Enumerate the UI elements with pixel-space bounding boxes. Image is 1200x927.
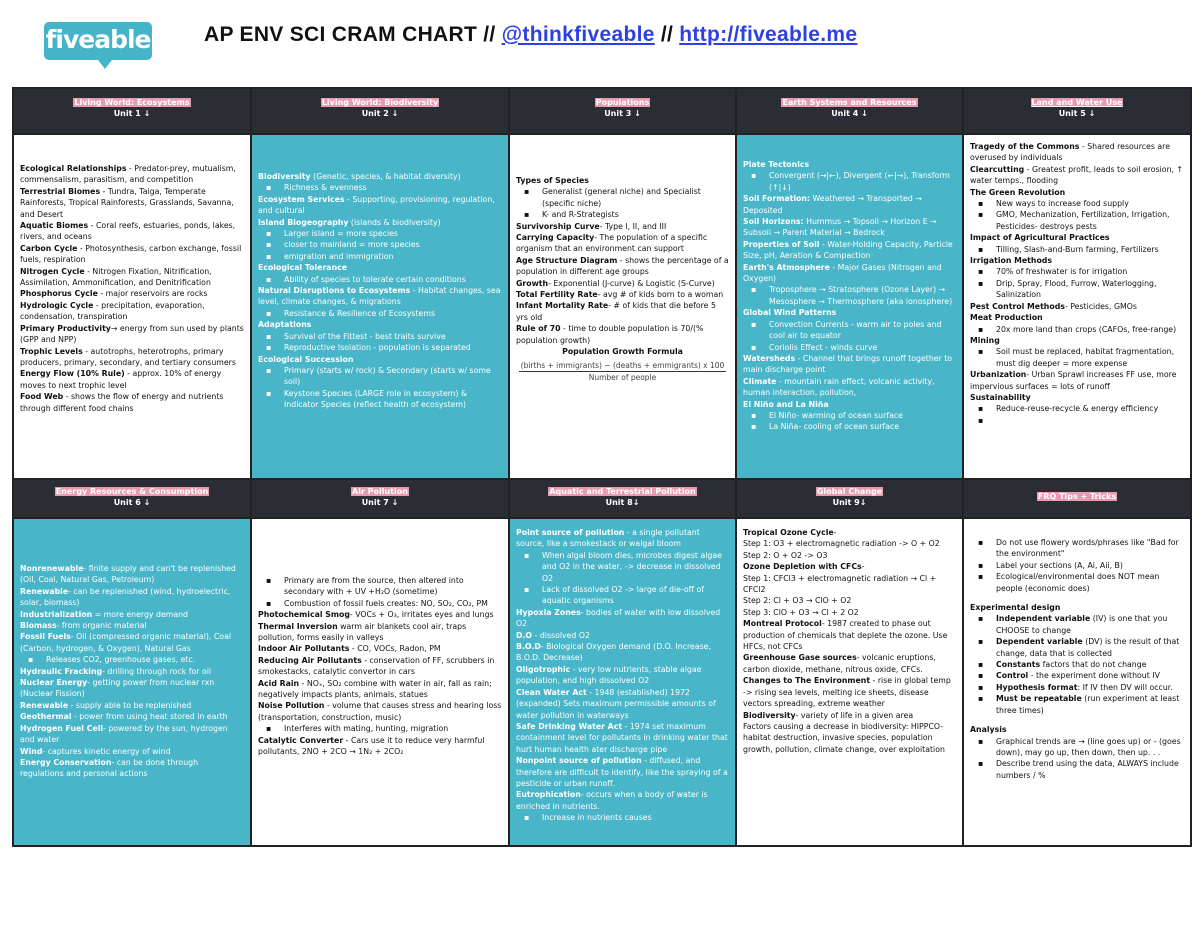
u4-list: ▪ Convergent (→|←), Divergent (←|→), Transform (↑|↓) xyxy=(743,170,956,193)
population-growth-formula xyxy=(516,360,729,384)
unit-1-body xyxy=(13,134,251,479)
u3-line: Growth- Exponential (J-curve) & Logistic (S-Curve) xyxy=(516,278,715,288)
u2-line: Natural Disruptions to Ecosystems - Habitat changes, sea level, climate changes, & migrations xyxy=(258,286,501,307)
u8-line: D.O - dissolved O2 xyxy=(516,630,590,640)
website-link[interactable]: http://fiveable.me xyxy=(679,23,858,46)
header-unit: Unit 1 ↓ xyxy=(113,109,151,118)
u9-factors: Factors causing a decrease in biodiversity: HIPPCO- habitat destruction, invasive species, population growth, pollution, climate change, over exploitation xyxy=(743,721,945,754)
frq-list: ▪ Do not use flowery words/phrases like "Bad for the environment" ▪ Label your sections (A, Ai, Aii, B) ▪ Ecological/environmental does NOT mean people (economic does) xyxy=(970,537,1184,594)
u2-line: Adaptations xyxy=(258,320,312,330)
u3-line: Types of Species xyxy=(516,176,589,185)
u9-line: Changes to The Environment - rise in global temp -> rising sea levels, melting ice sheets, disease vectors spreading, extreme weather xyxy=(743,676,951,709)
u7-line: Noise Pollution - volume that causes stress and hearing loss (transportation, construction, music) xyxy=(258,701,502,722)
u1-line: Hydrologic Cycle - precipitation, evaporation, condensation, transpiration xyxy=(20,300,205,322)
u4-line: Soil Formation: Weathered → Transported → Deposited xyxy=(743,194,922,215)
u7-list: ▪ Primary are from the source, then altered into secondary with + UV +H₂O (sometime) ▪ Combustion of fossil fuels creates: NO, SO₂, CO₂, PM xyxy=(258,575,502,609)
frq-exp-title: Experimental design xyxy=(970,603,1061,613)
formula-denominator: Number of people xyxy=(588,372,657,382)
u5-line: Urbanization- Urban Sprawl increases FF use, more impervious surfaces = lots of runoff xyxy=(970,370,1177,391)
u4-line: Watersheds - Channel that brings runoff together to main discharge point xyxy=(743,353,953,375)
u6-line: Wind- captures kinetic energy of wind xyxy=(20,746,171,756)
header-unit: Unit 7 ↓ xyxy=(361,498,399,507)
u6-line: Renewable- can be replenished (wind, hydroelectric, solar, biomass) xyxy=(20,586,231,608)
unit-9-body xyxy=(736,518,963,846)
u3-line: Carrying Capacity- The population of a specific organism that an environment can support xyxy=(516,233,708,254)
u2-list: ▪ Survival of the Fittest - best traits survive ▪ Reproductive Isolation - population is separated xyxy=(258,331,502,354)
u1-line: Energy Flow (10% Rule) - approx. 10% of energy moves to next trophic level xyxy=(20,369,222,390)
u8-line: Nonpoint source of pollution - diffused, and therefore are difficult to identify, like the spraying of a pesticide or urban runoff. xyxy=(516,756,728,788)
u5-line: Pest Control Methods- Pesticides, GMOs xyxy=(970,301,1137,311)
u1-line: Primary Productivity→ energy from sun used by plants (GPP and NPP) xyxy=(20,323,244,345)
header-frq xyxy=(963,479,1191,518)
u6-line: Hydraulic Fracking- drilling through rock for oil xyxy=(20,666,212,676)
u9-line: Montreal Protocol- 1987 created to phase out production of chemicals that deplete the ozone. Use HFCs, not CFCs xyxy=(743,619,948,652)
formula-numerator: (births + immigrants) − (deaths + emmigrants) x 100 xyxy=(519,360,727,372)
u3-line: Total Fertility Rate- avg # of kids born to a woman xyxy=(516,290,724,300)
u6-line: Biomass- from organic material xyxy=(20,621,147,631)
u6-line: Nuclear Energy- getting power from nuclear rxn (Nuclear Fission) xyxy=(20,678,215,699)
u4-line: Plate Tectonics xyxy=(743,160,810,169)
u5-line: The Green Revolution xyxy=(970,187,1066,197)
header-unit: Unit 2 ↓ xyxy=(361,109,399,118)
u8-line: B.O.D- Biological Oxygen demand (D.O. Increase, B.O.D. Decrease) xyxy=(516,642,711,663)
unit-7-body xyxy=(251,518,509,846)
u5-list: ▪ 20x more land than crops (CAFOs, free-range) xyxy=(970,324,1184,335)
header-label: Energy Resources & Consumption xyxy=(55,487,209,496)
header-unit-1 xyxy=(13,88,251,134)
u4-line: Climate - mountain rain effect, volcanic activity, human interaction, pollution, xyxy=(743,376,935,398)
u4-list: ▪ Convection Currents - warm air to poles and cool air to equator ▪ Coriolis Effect - winds curve xyxy=(743,319,956,353)
u3-line: Rule of 70 - time to double population is 70/(% population growth) xyxy=(516,324,704,345)
u2-line: Island Biogeography (islands & biodiversity) xyxy=(258,217,441,227)
u9-step: Step 1: CFCl3 + electromagnetic radiation → Cl + CFCl2 xyxy=(743,573,937,595)
u1-line: Terrestrial Biomes - Tundra, Taiga, Temperate Rainforests, Tropical Rainforests, Grasslands, Savanna, and Desert xyxy=(20,186,234,219)
u6-line: Renewable - supply able to be replenished xyxy=(20,700,192,710)
header-unit: Unit 4 ↓ xyxy=(831,109,868,118)
header-label: Aquatic and Terrestrial Pollution xyxy=(549,487,696,496)
u3-line: Survivorship Curve- Type I, II, and III xyxy=(516,221,667,231)
header-unit-9 xyxy=(736,479,963,518)
header-unit-4 xyxy=(736,88,963,134)
u7-line: Acid Rain - NOₓ, SO₂ combine with water in air, fall as rain; negatively impacts plants, animals, statues xyxy=(258,678,492,700)
u2-list: ▪ Resistance & Resilience of Ecosystems xyxy=(258,308,502,319)
u5-list: ▪ Soil must be replaced, habitat fragmentation, must dig deeper = more expense xyxy=(970,346,1184,369)
header-unit: Unit 8↓ xyxy=(605,498,640,507)
frq-analysis-list: ▪ Graphical trends are → (line goes up) or - (goes down), may go up, then down, then up. . . ▪ Describe trend using the data, ALWAYS include numbers / % xyxy=(970,736,1184,782)
u5-line: Irrigation Methods xyxy=(970,256,1053,266)
u4-line: Properties of Soil - Water-Holding Capacity, Particle Size, pH, Aeration & Compaction xyxy=(743,239,953,261)
u2-line: Ecological Succession xyxy=(258,354,354,364)
cram-chart-table xyxy=(12,87,1192,847)
header-label: Living World: Ecosystems xyxy=(74,98,190,107)
unit-5-body xyxy=(963,134,1191,479)
row1-bodies xyxy=(13,134,1191,479)
u4-list: ▪ El Niño- warming of ocean surface ▪ La Niña- cooling of ocean surface xyxy=(743,410,956,433)
header-unit: Unit 3 ↓ xyxy=(604,109,641,118)
u5-list: ▪ Reduce-reuse-recycle & energy efficiency ▪ xyxy=(970,403,1184,426)
frq-body xyxy=(963,518,1191,846)
header-label: FRQ Tips + Tricks xyxy=(1037,492,1117,501)
title-sep-2: // xyxy=(654,23,680,46)
u8-list: ▪ When algal bloom dies, microbes digest algae and O2 in the water, -> decrease in dissolved O2 ▪ Lack of dissolved O2 -> large of die-off of aquatic organisms xyxy=(516,550,729,607)
frq-analysis-title: Analysis xyxy=(970,725,1007,735)
header-unit-7 xyxy=(251,479,509,518)
u4-line: El Niño and La Niña xyxy=(743,399,829,409)
u6-list: ▪ Releases CO2, greenhouse gases, etc. xyxy=(20,654,244,665)
u4-line: Global Wind Patterns xyxy=(743,308,837,318)
header-unit-5 xyxy=(963,88,1191,134)
unit-3-body xyxy=(509,134,736,479)
row1-headers xyxy=(13,88,1191,134)
u9-step: Step 2: Cl + O3 → ClO + O2 xyxy=(743,596,852,606)
u7-list: ▪ Interferes with mating, hunting, migration xyxy=(258,723,502,734)
row2-bodies xyxy=(13,518,1191,846)
logo-text: fiveable xyxy=(45,25,151,54)
u4-list: ▪ Troposphere → Stratosphere (Ozone Layer) → Mesosphere → Thermosphere (aka ionosphere) xyxy=(743,284,956,307)
unit-2-body xyxy=(251,134,509,479)
u2-list: ▪ Ability of species to tolerate certain conditions xyxy=(258,274,502,285)
u9-line: Tropical Ozone Cycle- xyxy=(743,528,837,537)
u9-step: Step 2: O + O2 -> O3 xyxy=(743,550,828,560)
u7-line: Catalytic Converter - Cars use it to reduce very harmful pollutants, 2NO + 2CO → 1N₂ + 2CO₂ xyxy=(258,735,485,757)
u8-line: Safe Drinking Water Act - 1974 set maximum containment level for pollutants in drinking water that hurt human health ater discharge pipe xyxy=(516,721,728,754)
header-unit-6 xyxy=(13,479,251,518)
header-unit-3 xyxy=(509,88,736,134)
u2-list: ▪ Richness & evenness xyxy=(258,182,502,193)
u5-list: ▪ Tilling, Slash-and-Burn farming, Fertilizers xyxy=(970,244,1184,255)
u7-line: Photochemical Smog- VOCs + O₃, irritates eyes and lungs xyxy=(258,610,494,620)
title-main: AP ENV SCI CRAM CHART xyxy=(204,23,478,46)
u4-line: Soil Horizons: Hummus → Topsoil → Horizon E → Subsoil → Parent Material → Bedrock xyxy=(743,217,937,238)
u1-line: Phosphorus Cycle - major reservoirs are rocks xyxy=(20,289,208,299)
page-title xyxy=(204,23,857,47)
u5-line: Tragedy of the Commons - Shared resources are overused by individuals xyxy=(970,142,1171,163)
u9-line: Greenhouse Gase sources- volcanic eruptions, carbon dioxide, methane, nitrous oxide, CFCs. xyxy=(743,653,936,674)
u2-line: Ecological Tolerance xyxy=(258,263,348,273)
u7-line: Reducing Air Pollutants - conservation of FF, scrubbers in smokestacks, catalytic convertor in cars xyxy=(258,655,495,677)
u1-line: Food Web - shows the flow of energy and nutrients through different food chains xyxy=(20,392,224,413)
header-unit: Unit 5 ↓ xyxy=(1058,109,1096,118)
u1-line: Trophic Levels - autotrophs, heterotrophs, primary producers, primary, secondary, and tertiary consumers xyxy=(20,346,236,367)
u7-line: Indoor Air Pollutants - CO, VOCs, Radon, PM xyxy=(258,644,441,654)
frq-exp-list: ▪ Independent variable (IV) is one that you CHOOSE to change ▪ Dependent variable (DV) is the result of that change, data that is collected ▪ Constants factors that do not change ▪ Control - the experiment done without IV ▪ Hypothesis format: If IV then DV will occur. ▪ Must be repeatable (run experiment at least three times) xyxy=(970,613,1184,716)
row2-headers xyxy=(13,479,1191,518)
u5-list: ▪ New ways to increase food supply ▪ GMO, Mechanization, Fertilization, Irrigation, Pesticides- destroys pests xyxy=(970,198,1184,232)
header-unit: Unit 9↓ xyxy=(832,498,867,507)
u6-line: Hydrogen Fuel Cell- powered by the sun, hydrogen and water xyxy=(20,723,228,745)
u7-line: Thermal Inversion warm air blankets cool air, traps pollution, forms easily in valleys xyxy=(258,621,467,643)
u9-line: Ozone Depletion with CFCs- xyxy=(743,562,865,572)
u6-line: Fossil Fuels- Oil (compressed organic material), Coal (Carbon, hydrogen, & Oxygen), Natural Gas xyxy=(20,632,232,653)
title-sep-1: // xyxy=(477,23,502,46)
unit-6-body xyxy=(13,518,251,846)
u6-line: Geothermal - power from using heat stored in earth xyxy=(20,712,228,722)
u1-line: Ecological Relationships - Predator-prey, mutualism, commensalism, parasitism, and competition xyxy=(20,164,236,185)
u3-list: ▪ Generalist (general niche) and Specialist (specific niche) ▪ K- and R-Strategists xyxy=(516,186,729,220)
u5-line: Sustainability xyxy=(970,392,1031,402)
u5-list: ▪ 70% of freshwater is for irrigation ▪ Drip, Spray, Flood, Furrow, Waterlogging, Salinization xyxy=(970,266,1184,300)
u5-line: Clearcutting - Greatest profit, leads to soil erosion, ↑ water temps., flooding xyxy=(970,164,1183,186)
u6-line: Nonrenewable- finite supply and can't be replenished (Oil, Coal, Natural Gas, Petroleum) xyxy=(20,564,236,585)
unit-8-body xyxy=(509,518,736,846)
u9-line: Biodiversity- variety of life in a given area xyxy=(743,710,914,720)
u1-line: Nitrogen Cycle - Nitrogen Fixation, Nitrification, Assimilation, Ammonification, and Denitrification xyxy=(20,266,212,288)
u6-line: Energy Conservation- can be done through regulations and personal actions xyxy=(20,757,199,779)
u2-list: ▪ Primary (starts w/ rock) & Secondary (starts w/ some soil) ▪ Keystone Species (LARGE role in ecosystem) & Indicator Species (reflect health of ecosystem) xyxy=(258,365,502,411)
header-unit-8 xyxy=(509,479,736,518)
u8-line: Clean Water Act - 1948 (established) 1972 (expanded) Sets maximum permissible amounts of water pollution in waterways xyxy=(516,687,716,720)
header-unit: Unit 6 ↓ xyxy=(113,498,151,507)
u3-line: Age Structure Diagram - shows the percentage of a population in different age groups xyxy=(516,255,729,277)
header-label: Earth Systems and Resources xyxy=(782,98,917,107)
u8-line: Hypoxia Zones- bodies of water with low dissolved O2 xyxy=(516,607,721,629)
u8-line: Oligotrophic - very low nutrients, stable algae population, and high dissolved O2 xyxy=(516,664,702,686)
u9-step: Step 1: O3 + electromagnetic radiation -> O + O2 xyxy=(743,539,940,549)
u1-line: Aquatic Biomes - Coral reefs, estuaries, ponds, lakes, rivers, and oceans xyxy=(20,221,236,242)
u2-list: ▪ Larger island = more species ▪ closer to mainland = more species ▪ emigration and immigration xyxy=(258,228,502,262)
u6-line: Industrialization = more energy demand xyxy=(20,609,189,619)
u5-line: Mining xyxy=(970,335,1000,345)
u2-line: Ecosystem Services - Supporting, provisioning, regulation, and cultural xyxy=(258,194,495,216)
u2-line: Biodiversity (Genetic, species, & habitat diversity) xyxy=(258,172,461,181)
header-label: Living World: Biodiversity xyxy=(321,98,439,107)
header-label: Air Pollution xyxy=(352,487,408,496)
header-unit-2 xyxy=(251,88,509,134)
u3-line: Infant Mortality Rate- # of kids that die before 5 yrs old xyxy=(516,301,716,322)
u5-line: Impact of Agricultural Practices xyxy=(970,233,1110,243)
u8-line: Eutrophication- occurs when a body of water is enriched in nutrients. xyxy=(516,790,708,811)
formula-title: Population Growth Formula xyxy=(562,347,683,357)
twitter-handle-link[interactable]: @thinkfiveable xyxy=(501,23,655,46)
u5-line: Meat Production xyxy=(970,313,1043,323)
fiveable-logo xyxy=(44,22,152,60)
u8-line: Point source of pollution - a single pollutant source, like a smokestack or walgal bloom xyxy=(516,528,700,549)
header-label: Populations xyxy=(595,98,650,107)
header-label: Land and Water Use xyxy=(1031,98,1123,107)
unit-4-body xyxy=(736,134,963,479)
header-label: Global Change xyxy=(816,487,883,496)
u8-list: ▪ Increase in nutrients causes xyxy=(516,812,729,823)
u1-line: Carbon Cycle - Photosynthesis, carbon exchange, fossil fuels, respiration xyxy=(20,243,242,265)
u9-step: Step 3: ClO + O3 → Cl + 2 O2 xyxy=(743,607,859,617)
u4-line: Earth's Atmosphere - Major Gases (Nitrogen and Oxygen) xyxy=(743,262,942,284)
